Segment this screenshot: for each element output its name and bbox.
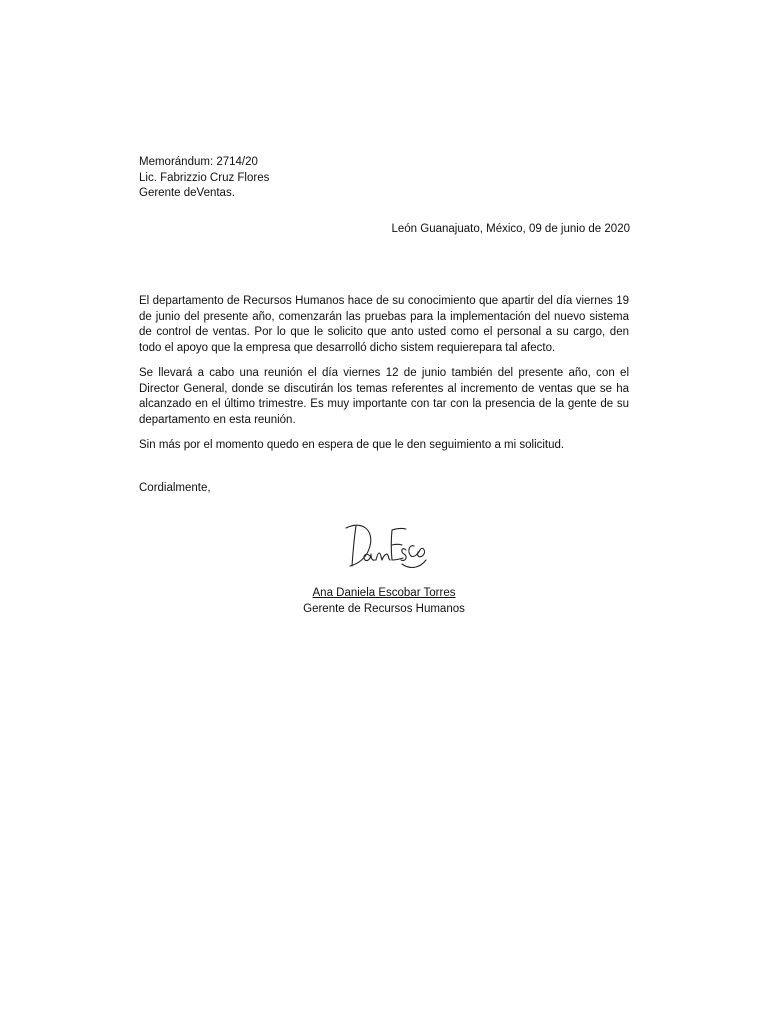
signer-name: Ana Daniela Escobar Torres	[312, 587, 456, 599]
body-paragraph: Sin más por el momento quedo en espera de que le den seguimiento a mi solicitud.	[139, 439, 565, 451]
memo-header	[139, 155, 269, 202]
handwritten-signature	[340, 516, 430, 578]
body-paragraph: Se llevará a cabo una reunión el día viernes 12 de junio también del presente año, con el Director General, donde se discutirán los temas referentes al incremento de ventas que se ha alcanzado en el último trimestre. Es muy importante con tar con la presencia de la gente de su departamento en esta reunión.	[139, 367, 629, 426]
place-date: León Guanajuato, México, 09 de junio de 2020	[391, 223, 630, 235]
memo-number: Memorándum: 2714/20	[139, 156, 258, 168]
memo-body	[139, 294, 629, 464]
recipient-name: Lic. Fabrizzio Cruz Flores	[139, 171, 270, 184]
signer-role: Gerente de Recursos Humanos	[303, 602, 465, 615]
closing-salutation: Cordialmente,	[139, 482, 211, 494]
signer-block	[284, 586, 484, 617]
body-paragraph: El departamento de Recursos Humanos hace de su conocimiento que apartir del día viernes 19 de junio del presente año, comenzarán las pruebas para la implementación del nuevo sistema de control de ventas. Por lo que le solicito que anto usted como el personal a su cargo, den todo el apoyo que la empresa que desarrolló dicho sistem requierepara tal afecto.	[139, 295, 629, 354]
recipient-title: Gerente deVentas.	[139, 187, 235, 199]
